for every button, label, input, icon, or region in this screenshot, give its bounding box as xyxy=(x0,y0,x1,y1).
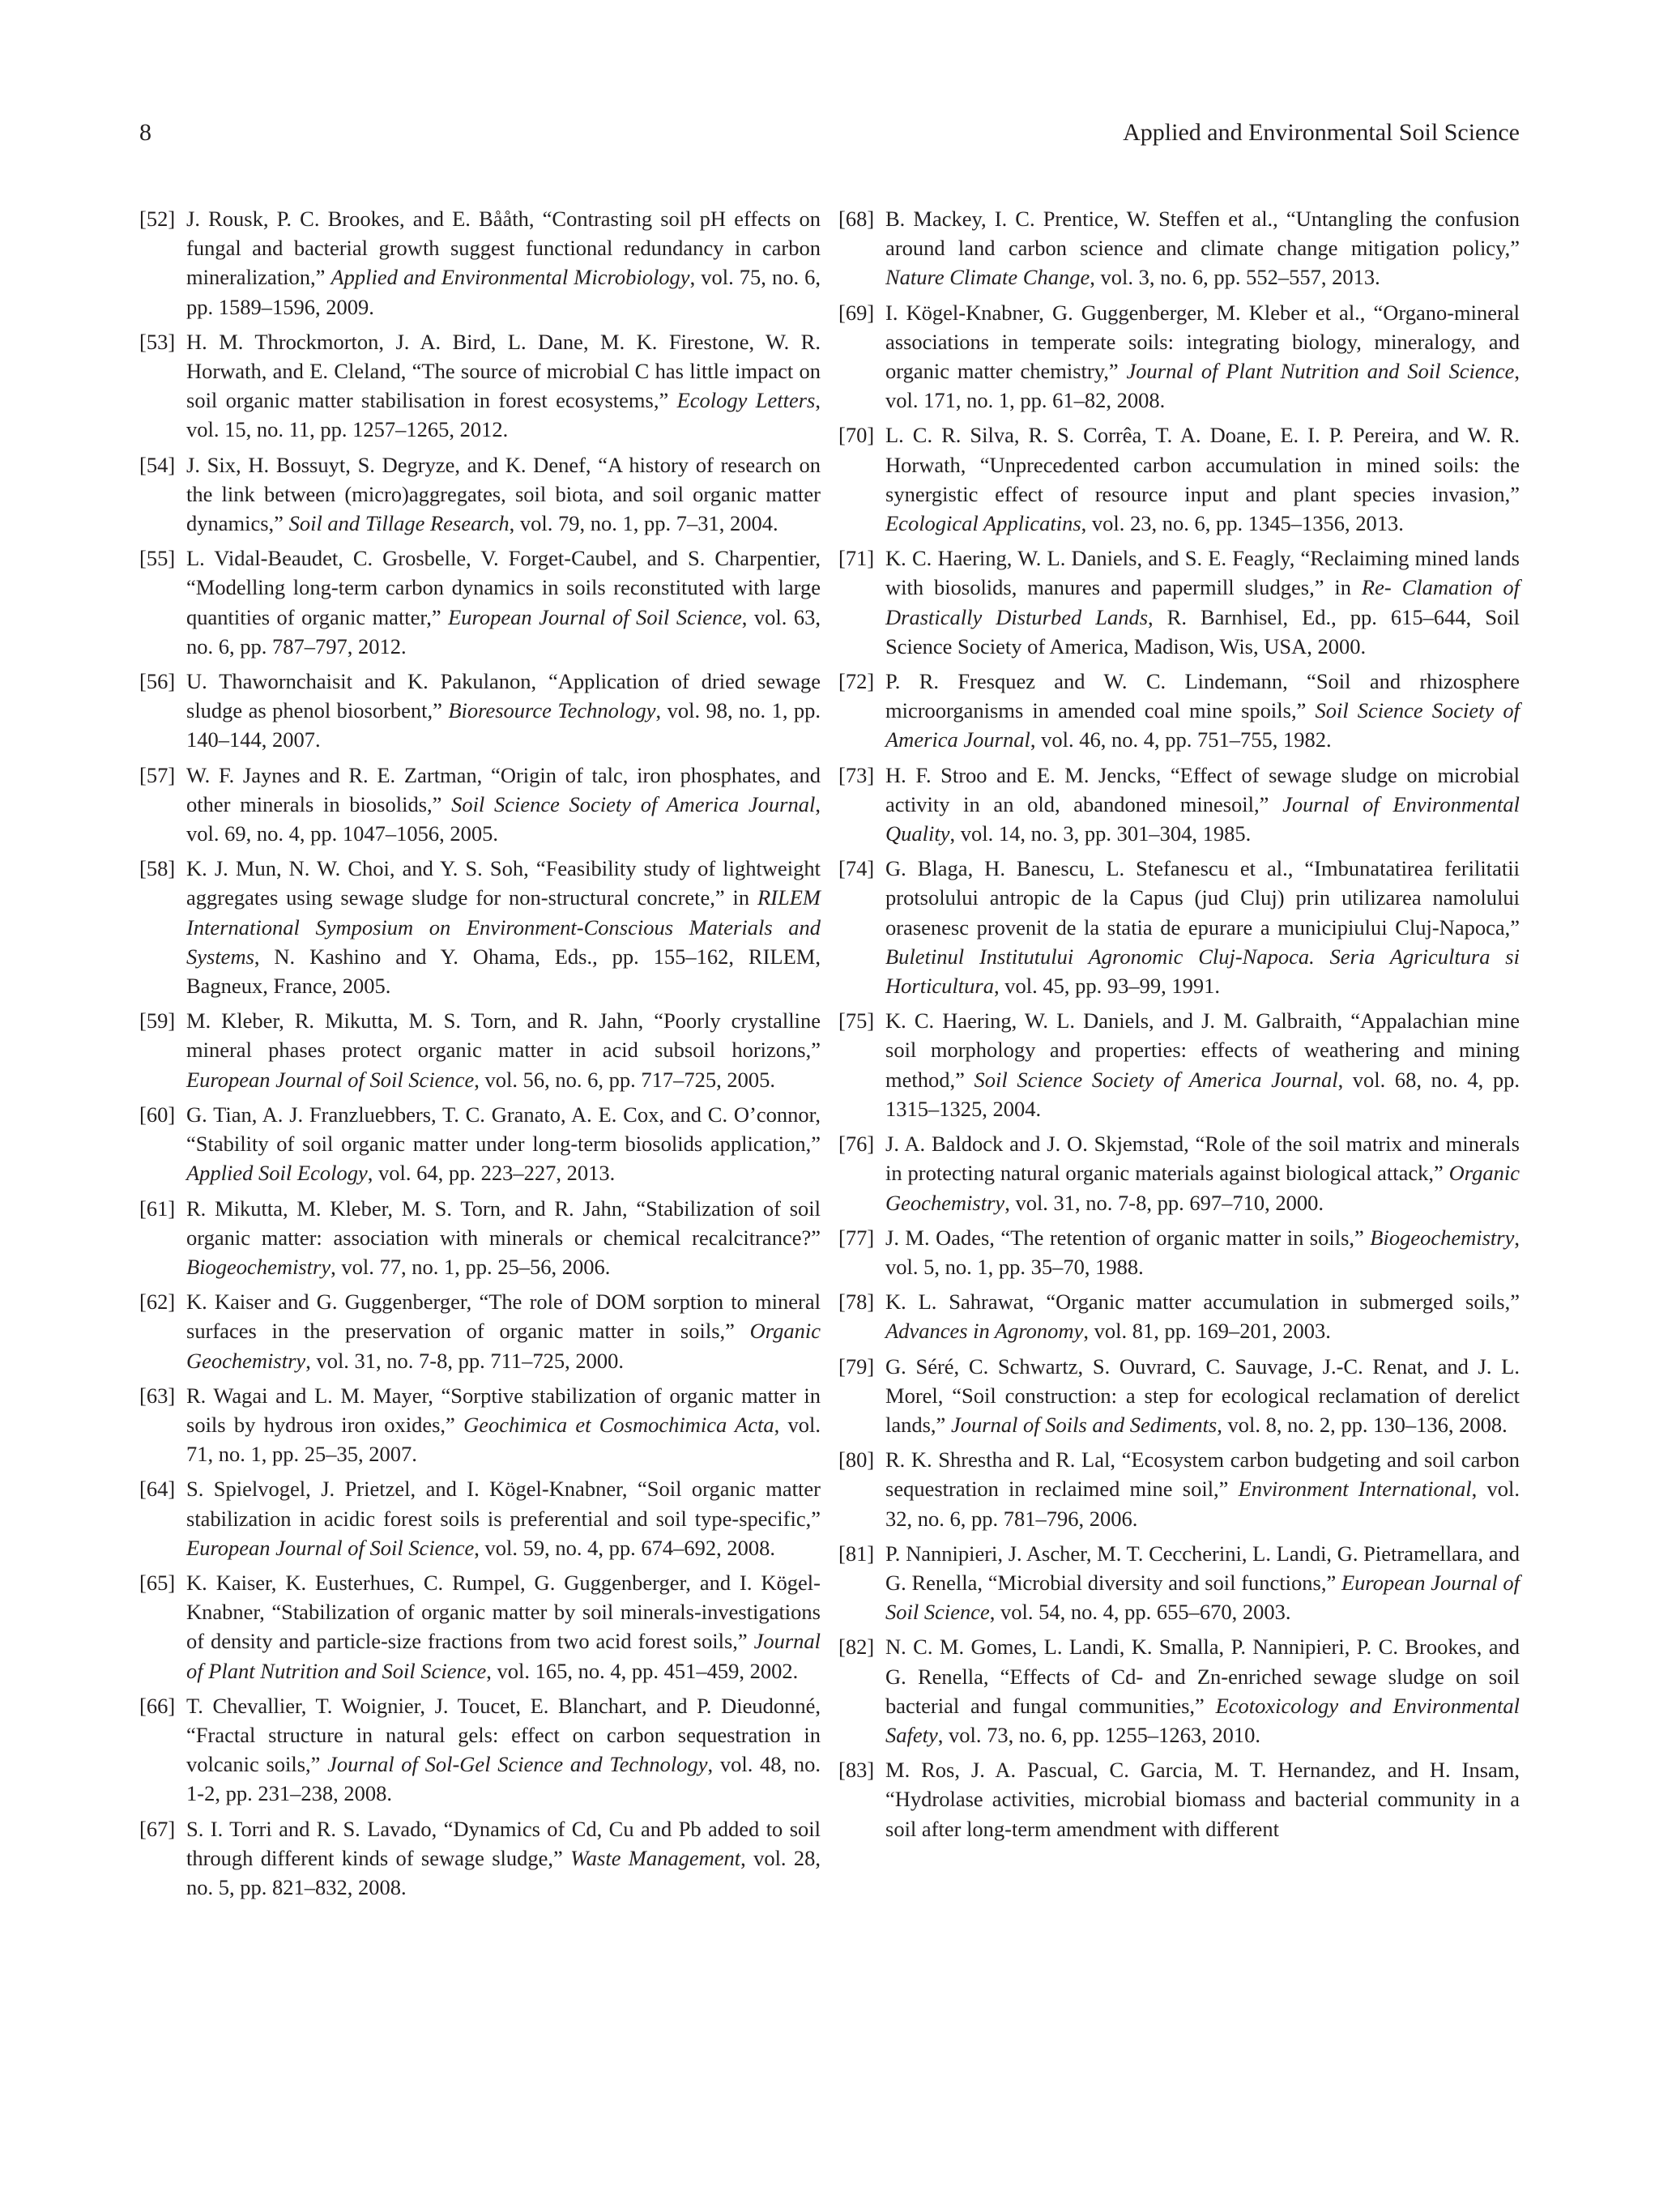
reference-source-title: Geochimica et Cosmochimica Acta xyxy=(463,1412,774,1437)
reference-text-segment: K. Kaiser and G. Guggenberger, “The role of DOM sorption to mineral surfaces in the preservation of organic matter in soils,” xyxy=(186,1289,821,1344)
reference-text xyxy=(885,1632,1520,1750)
reference-text-segment: , vol. 69, no. 4, pp. 1047–1056, 2005. xyxy=(186,791,821,846)
reference-text-segment: I. Kögel-Knabner, G. Guggenberger, M. Kleber et al., “Organo-mineral associations in temperate soils: integrating biology, mineralogy, and organic matter chemistry,” xyxy=(885,300,1520,384)
reference-text xyxy=(885,1352,1520,1440)
reference-text-segment: , vol. 45, pp. 93–99, 1991. xyxy=(993,974,1220,999)
reference-source-title: Soil Science Society of America Journal xyxy=(451,791,816,816)
reference-source-title: Journal of Soils and Sediments xyxy=(950,1412,1218,1437)
reference-number: [59] xyxy=(139,1008,176,1034)
reference-number: [79] xyxy=(838,1353,875,1379)
reference-item xyxy=(139,761,821,849)
reference-number: [61] xyxy=(139,1196,176,1221)
reference-text-segment: , vol. 48, no. 1-2, pp. 231–238, 2008. xyxy=(186,1752,821,1806)
reference-source-title: Ecotoxicology and Environmental Safety xyxy=(885,1693,1520,1747)
reference-text-segment: L. C. R. Silva, R. S. Corrêa, T. A. Doane, E. I. P. Pereira, and W. R. Horwath, “Unprecedented carbon accumulation in mined soils: the synergistic effect of resource input and plant species invasion,” xyxy=(885,423,1520,506)
reference-text-segment: B. Mackey, I. C. Prentice, W. Steffen et al., “Untangling the confusion around land carbon science and climate change mitigation policy,” xyxy=(885,207,1520,261)
reference-number: [82] xyxy=(838,1634,875,1660)
reference-item xyxy=(139,1691,821,1809)
reference-text-segment: P. R. Fresquez and W. C. Lindemann, “Soil and rhizosphere microorganisms in amended coal mine spoils,” xyxy=(885,669,1520,723)
reference-item xyxy=(838,1129,1520,1217)
reference-text-segment: J. Rousk, P. C. Brookes, and E. Bååth, “Contrasting soil pH effects on fungal and bacterial growth suggest functional redundancy in carbon mineralization,” xyxy=(186,207,821,290)
reference-source-title: Soil Science Society of America Journal xyxy=(974,1067,1338,1092)
reference-number: [67] xyxy=(139,1816,176,1841)
reference-item xyxy=(838,298,1520,416)
reference-text-segment: K. C. Haering, W. L. Daniels, and J. M. Galbraith, “Appalachian mine soil morphology and properties: effects of weathering and mining method,” xyxy=(885,1008,1520,1092)
reference-source-title: Ecology Letters xyxy=(676,388,816,413)
reference-text-segment: G. Tian, A. J. Franzluebbers, T. C. Granato, A. E. Cox, and C. O’connor, “Stability of soil organic matter under long-term biosolids application,” xyxy=(186,1102,821,1157)
reference-text-segment: , vol. 165, no. 4, pp. 451–459, 2002. xyxy=(486,1658,799,1683)
reference-number: [74] xyxy=(838,856,875,881)
reference-number: [73] xyxy=(838,762,875,787)
reference-source-title: Advances in Agronomy xyxy=(885,1319,1084,1344)
reference-item xyxy=(139,543,821,661)
reference-item xyxy=(838,204,1520,292)
reference-item xyxy=(139,1006,821,1094)
reference-text xyxy=(186,1381,821,1469)
reference-item xyxy=(838,543,1520,661)
reference-source-title: Soil and Tillage Research xyxy=(288,511,510,536)
reference-text xyxy=(186,854,821,1000)
reference-text-segment: J. M. Oades, “The retention of organic matter in soils,” xyxy=(885,1225,1371,1250)
reference-text-segment: R. K. Shrestha and R. Lal, “Ecosystem carbon budgeting and soil carbon sequestration in reclaimed mine soil,” xyxy=(885,1447,1520,1502)
reference-item xyxy=(838,854,1520,1000)
reference-source-title: Applied and Environmental Microbiology xyxy=(331,265,690,290)
reference-number: [68] xyxy=(838,207,875,231)
reference-text-segment: , R. Barnhisel, Ed., pp. 615–644, Soil Science Society of America, Madison, Wis, USA, 2000. xyxy=(885,604,1520,658)
reference-text-segment: M. Kleber, R. Mikutta, M. S. Torn, and R. Jahn, “Poorly crystalline mineral phases protect organic matter in acid subsoil horizons,” xyxy=(186,1008,821,1063)
reference-text xyxy=(186,450,821,539)
reference-source-title: Organic Geochemistry xyxy=(885,1161,1520,1215)
reference-text-segment: U. Thawornchaisit and K. Pakulanon, “Application of dried sewage sludge as phenol biosorbent,” xyxy=(186,669,821,723)
reference-text xyxy=(186,1006,821,1094)
reference-item xyxy=(838,667,1520,755)
reference-text-segment: , vol. 63, no. 6, pp. 787–797, 2012. xyxy=(186,604,821,658)
reference-item xyxy=(139,667,821,755)
reference-text-segment: M. Ros, J. A. Pascual, C. Garcia, M. T. Hernandez, and H. Insam, “Hydrolase activities, microbial biomass and bacterial community in a soil after long-term amendment with different xyxy=(885,1758,1520,1841)
reference-source-title: Nature Climate Change xyxy=(885,265,1090,290)
reference-text-segment: , vol. 73, no. 6, pp. 1255–1263, 2010. xyxy=(937,1722,1260,1747)
reference-text-segment: , vol. 79, no. 1, pp. 7–31, 2004. xyxy=(509,511,778,536)
reference-text-segment: , vol. 31, no. 7-8, pp. 697–710, 2000. xyxy=(1004,1190,1324,1215)
reference-source-title: European Journal of Soil Science xyxy=(186,1067,475,1092)
reference-item xyxy=(838,761,1520,849)
reference-source-title: Soil Science Society of America Journal xyxy=(885,698,1520,752)
reference-text-segment: , vol. 46, no. 4, pp. 751–755, 1982. xyxy=(1030,727,1332,752)
reference-text xyxy=(186,761,821,849)
reference-text-segment: T. Chevallier, T. Woignier, J. Toucet, E. Blanchart, and P. Dieudonné, “Fractal structure in natural gels: effect on carbon sequestration in volcanic soils,” xyxy=(186,1693,821,1777)
reference-source-title: Re- Clamation of Drastically Disturbed Lands xyxy=(885,575,1520,629)
reference-text-segment: , vol. 77, no. 1, pp. 25–56, 2006. xyxy=(331,1254,611,1279)
reference-number: [72] xyxy=(838,669,875,694)
reference-number: [76] xyxy=(838,1132,875,1157)
reference-item xyxy=(139,854,821,1000)
reference-source-title: Applied Soil Ecology xyxy=(186,1161,368,1186)
reference-item xyxy=(139,1568,821,1686)
reference-text-segment: , vol. 15, no. 11, pp. 1257–1265, 2012. xyxy=(186,388,821,442)
reference-item xyxy=(139,204,821,322)
reference-number: [62] xyxy=(139,1289,176,1315)
reference-text-segment: S. I. Torri and R. S. Lavado, “Dynamics of Cd, Cu and Pb added to soil through different kinds of sewage sludge,” xyxy=(186,1816,821,1870)
references-right-column xyxy=(838,204,1520,1849)
reference-text-segment: H. M. Throckmorton, J. A. Bird, L. Dane, M. K. Firestone, W. R. Horwath, and E. Cleland, “The source of microbial C has little impact on soil organic matter stabilisation in forest ecosystems,” xyxy=(186,329,821,413)
reference-text-segment: L. Vidal-Beaudet, C. Grosbelle, V. Forget-Caubel, and S. Charpentier, “Modelling long-term carbon dynamics in soils reconstituted with large quantities of organic matter,” xyxy=(186,546,821,629)
reference-text xyxy=(885,1287,1520,1345)
reference-text xyxy=(186,667,821,755)
reference-text xyxy=(186,1194,821,1282)
reference-item xyxy=(838,1632,1520,1750)
reference-number: [52] xyxy=(139,207,176,231)
reference-text-segment: J. Six, H. Bossuyt, S. Degryze, and K. Denef, “A history of research on the link between (micro)aggregates, soil biota, and soil organic matter dynamics,” xyxy=(186,452,821,536)
reference-text-segment: , vol. 68, no. 4, pp. 1315–1325, 2004. xyxy=(885,1067,1520,1121)
reference-text-segment: G. Blaga, H. Banescu, L. Stefanescu et al., “Imbunatatirea ferilitatii protsolului antropic de la Capus (jud Cluj) prin utilizarea namolului orasenesc provenit de la statia de epurare a municipiului Cluj-Napoca,” xyxy=(885,856,1520,940)
references-left-column xyxy=(139,204,821,1907)
reference-text-segment: , vol. 171, no. 1, pp. 61–82, 2008. xyxy=(885,359,1520,413)
reference-item xyxy=(139,1814,821,1903)
reference-text-segment: , vol. 56, no. 6, pp. 717–725, 2005. xyxy=(474,1067,775,1092)
reference-text xyxy=(186,543,821,661)
reference-number: [55] xyxy=(139,546,176,571)
reference-item xyxy=(139,1381,821,1469)
reference-item xyxy=(139,1194,821,1282)
reference-text-segment: , vol. 71, no. 1, pp. 25–35, 2007. xyxy=(186,1412,821,1467)
reference-text-segment: , vol. 98, no. 1, pp. 140–144, 2007. xyxy=(186,698,821,752)
reference-number: [66] xyxy=(139,1693,176,1718)
reference-item xyxy=(139,327,821,445)
reference-text-segment: W. F. Jaynes and R. E. Zartman, “Origin of talc, iron phosphates, and other minerals in biosolids,” xyxy=(186,762,821,816)
page-number: 8 xyxy=(139,119,151,146)
reference-number: [70] xyxy=(838,423,875,448)
reference-text-segment: , vol. 54, no. 4, pp. 655–670, 2003. xyxy=(989,1600,1291,1625)
reference-text-segment: , vol. 31, no. 7-8, pp. 711–725, 2000. xyxy=(305,1348,625,1373)
reference-number: [53] xyxy=(139,329,176,354)
reference-text xyxy=(186,1474,821,1562)
reference-source-title: Journal of Plant Nutrition and Soil Science xyxy=(186,1629,821,1683)
reference-text-segment: , vol. 23, no. 6, pp. 1345–1356, 2013. xyxy=(1081,511,1404,536)
reference-number: [56] xyxy=(139,669,176,694)
reference-number: [78] xyxy=(838,1289,875,1315)
reference-number: [71] xyxy=(838,546,875,571)
reference-text xyxy=(186,1568,821,1686)
reference-text xyxy=(885,298,1520,416)
reference-source-title: European Journal of Soil Science xyxy=(448,604,742,629)
reference-text-segment: , vol. 32, no. 6, pp. 781–796, 2006. xyxy=(885,1477,1520,1531)
reference-text-segment: , vol. 8, no. 2, pp. 130–136, 2008. xyxy=(1217,1412,1508,1437)
reference-item xyxy=(139,1474,821,1562)
reference-text-segment: , vol. 59, no. 4, pp. 674–692, 2008. xyxy=(474,1535,775,1560)
reference-text xyxy=(186,327,821,445)
reference-text-segment: , N. Kashino and Y. Ohama, Eds., pp. 155–162, RILEM, Bagneux, France, 2005. xyxy=(186,944,821,999)
reference-text-segment: N. C. M. Gomes, L. Landi, K. Smalla, P. Nannipieri, P. C. Brookes, and G. Renella, “Effects of Cd- and Zn-enriched sewage sludge on soil bacterial and fungal communities,” xyxy=(885,1634,1520,1718)
reference-number: [83] xyxy=(838,1758,875,1783)
reference-number: [60] xyxy=(139,1102,176,1127)
reference-text xyxy=(885,1445,1520,1533)
reference-text-segment: , vol. 75, no. 6, pp. 1589–1596, 2009. xyxy=(186,265,821,319)
reference-text-segment: , vol. 28, no. 5, pp. 821–832, 2008. xyxy=(186,1845,821,1899)
reference-text-segment: R. Mikutta, M. Kleber, M. S. Torn, and R. Jahn, “Stabilization of soil organic matter: association with minerals or chemical recalcitrance?” xyxy=(186,1196,821,1250)
reference-source-title: Bioresource Technology xyxy=(448,698,656,723)
reference-text xyxy=(885,667,1520,755)
reference-text-segment: K. J. Mun, N. W. Choi, and Y. S. Soh, “Feasibility study of lightweight aggregates using sewage sludge for non-structural concrete,” in xyxy=(186,856,821,910)
reference-item xyxy=(838,1287,1520,1345)
reference-source-title: Organic Geochemistry xyxy=(186,1319,821,1373)
reference-text xyxy=(885,1539,1520,1627)
reference-item xyxy=(838,1223,1520,1281)
reference-source-title: European Journal of Soil Science xyxy=(885,1570,1520,1625)
reference-text xyxy=(885,1755,1520,1843)
reference-text xyxy=(186,1287,821,1375)
reference-text-segment: J. A. Baldock and J. O. Skjemstad, “Role of the soil matrix and minerals in protecting natural organic materials against biological attack,” xyxy=(885,1132,1520,1186)
reference-text-segment: P. Nannipieri, J. Ascher, M. T. Ceccherini, L. Landi, G. Pietramellara, and G. Renella, “Microbial diversity and soil functions,” xyxy=(885,1541,1520,1595)
reference-text xyxy=(885,204,1520,292)
reference-text-segment: , vol. 14, no. 3, pp. 301–304, 1985. xyxy=(949,821,1252,846)
reference-text-segment: , vol. 81, pp. 169–201, 2003. xyxy=(1083,1319,1331,1344)
reference-text-segment: , vol. 5, no. 1, pp. 35–70, 1988. xyxy=(885,1225,1520,1279)
reference-text-segment: K. C. Haering, W. L. Daniels, and S. E. Feagly, “Reclaiming mined lands with biosolids, manures and papermill sludges,” in xyxy=(885,546,1520,600)
reference-text xyxy=(186,1100,821,1188)
reference-number: [57] xyxy=(139,762,176,787)
reference-text-segment: K. L. Sahrawat, “Organic matter accumulation in submerged soils,” xyxy=(885,1289,1520,1315)
reference-source-title: Biogeochemistry xyxy=(1370,1225,1515,1250)
reference-source-title: Environment International xyxy=(1238,1477,1472,1502)
reference-text xyxy=(885,761,1520,849)
reference-item xyxy=(139,1100,821,1188)
reference-text xyxy=(885,1223,1520,1281)
reference-number: [81] xyxy=(838,1541,875,1566)
reference-item xyxy=(139,1287,821,1375)
reference-text xyxy=(885,1006,1520,1123)
reference-text-segment: R. Wagai and L. M. Mayer, “Sorptive stabilization of organic matter in soils by hydrous iron oxides,” xyxy=(186,1383,821,1437)
reference-source-title: Journal of Environmental Quality xyxy=(885,791,1520,846)
reference-text-segment: , vol. 3, no. 6, pp. 552–557, 2013. xyxy=(1090,265,1380,290)
reference-item xyxy=(838,1006,1520,1123)
reference-source-title: Journal of Plant Nutrition and Soil Science xyxy=(1126,359,1515,384)
reference-source-title: Ecological Applicatins xyxy=(885,511,1081,536)
reference-number: [75] xyxy=(838,1008,875,1034)
reference-source-title: Journal of Sol-Gel Science and Technology xyxy=(327,1752,708,1777)
journal-title: Applied and Environmental Soil Science xyxy=(1123,119,1520,146)
reference-source-title: RILEM International Symposium on Environment-Conscious Materials and Systems xyxy=(186,885,821,969)
reference-text-segment: G. Séré, C. Schwartz, S. Ouvrard, C. Sauvage, J.-C. Renat, and J. L. Morel, “Soil construction: a step for ecological reclamation of derelict lands,” xyxy=(885,1353,1520,1437)
reference-number: [77] xyxy=(838,1225,875,1250)
reference-text xyxy=(186,1814,821,1903)
reference-source-title: Waste Management xyxy=(570,1845,741,1870)
reference-text xyxy=(885,420,1520,538)
reference-source-title: Biogeochemistry xyxy=(186,1254,331,1279)
reference-number: [58] xyxy=(139,856,176,881)
reference-item xyxy=(838,1352,1520,1440)
reference-item xyxy=(838,1755,1520,1843)
reference-number: [65] xyxy=(139,1570,176,1595)
reference-text-segment: S. Spielvogel, J. Prietzel, and I. Kögel-Knabner, “Soil organic matter stabilization in acidic forest soils is preferential and soil type-specific,” xyxy=(186,1477,821,1531)
reference-text-segment: , vol. 64, pp. 223–227, 2013. xyxy=(367,1161,616,1186)
reference-source-title: European Journal of Soil Science xyxy=(186,1535,475,1560)
reference-text xyxy=(186,1691,821,1809)
reference-number: [69] xyxy=(838,300,875,325)
reference-source-title: Buletinul Institutului Agronomic Cluj-Napoca. Seria Agricultura si Horticultura xyxy=(885,944,1520,999)
reference-number: [63] xyxy=(139,1383,176,1408)
reference-text xyxy=(885,1129,1520,1217)
reference-text xyxy=(885,543,1520,661)
reference-text-segment: H. F. Stroo and E. M. Jencks, “Effect of sewage sludge on microbial activity in an old, abandoned minesoil,” xyxy=(885,762,1520,816)
reference-number: [54] xyxy=(139,452,176,477)
reference-item xyxy=(838,1539,1520,1627)
reference-item xyxy=(139,450,821,539)
reference-number: [64] xyxy=(139,1477,176,1502)
reference-text xyxy=(186,204,821,322)
reference-item xyxy=(838,1445,1520,1533)
reference-text xyxy=(885,854,1520,1000)
reference-text-segment: K. Kaiser, K. Eusterhues, C. Rumpel, G. Guggenberger, and I. Kögel-Knabner, “Stabilization of organic matter by soil minerals-investigations of density and particle-size fractions from two acid forest soils,” xyxy=(186,1570,821,1654)
reference-number: [80] xyxy=(838,1447,875,1473)
reference-item xyxy=(838,420,1520,538)
